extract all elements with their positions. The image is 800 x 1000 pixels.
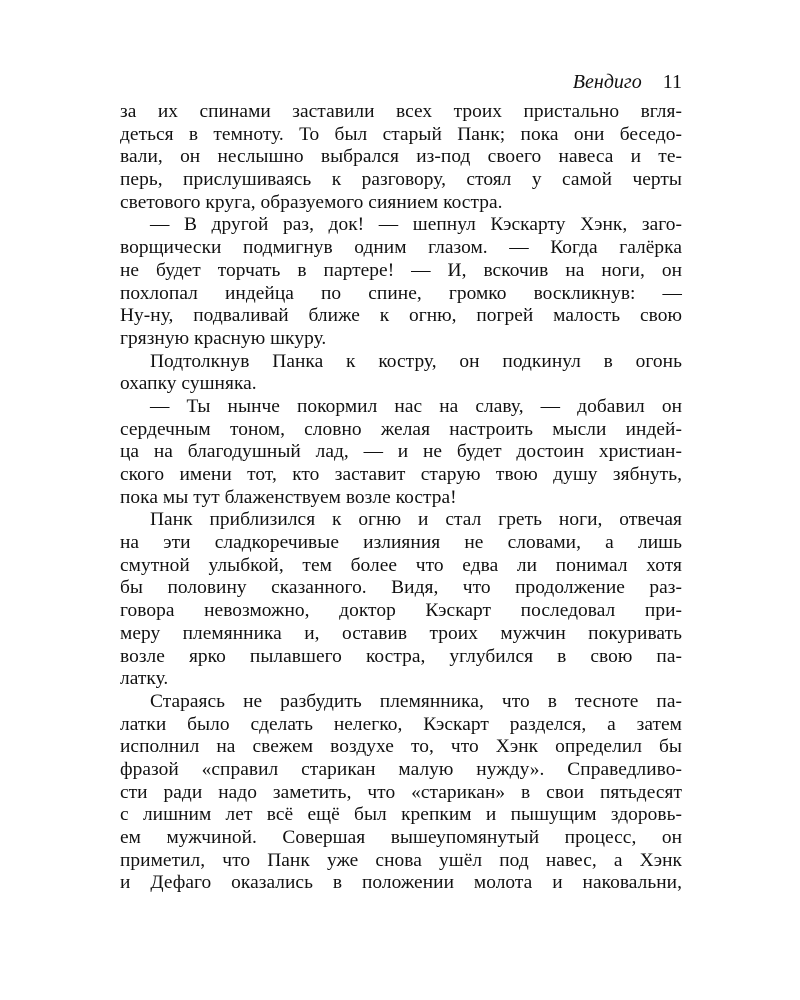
text-line: ца на благодушный лад, — и не будет достоин христиан- [120, 441, 682, 463]
text-line: Стараясь не разбудить племянника, что в тесноте па- [150, 690, 682, 712]
text-line: на эти сладкоречивые излияния не словами, а лишь [120, 532, 682, 554]
text-line: приметил, что Панк уже снова ушёл под навес, а Хэнк [120, 849, 682, 871]
page-number: 11 [662, 71, 682, 93]
text-line: сердечным тоном, словно желая настроить мысли индей- [120, 418, 682, 440]
text-line: возле ярко пылавшего костра, углубился в свою па- [120, 645, 682, 667]
text-line: смутной улыбкой, тем более что едва ли понимал хотя [120, 554, 682, 576]
text-line: латки было сделать нелегко, Кэскарт разделся, а затем [120, 713, 682, 735]
text-line: ского имени тот, кто заставит старую твою душу зябнуть, [120, 464, 682, 485]
text-line: Ну-ну, подваливай ближе к огню, погрей малость свою [120, 305, 682, 327]
text-line: не будет торчать в партере! — И, вскочив на ноги, он [120, 259, 682, 281]
text-line: ворщически подмигнув одним глазом. — Когда галёрка [120, 237, 682, 259]
text-line: ем мужчиной. Совершая вышеупомянутый процесс, он [120, 827, 682, 848]
text-line: грязную красную шкуру. [120, 327, 327, 349]
text-line: охапку сушняка. [120, 373, 257, 395]
running-header [573, 70, 682, 94]
text-line: вали, он неслышно выбрался из-под своего навеса и те- [120, 146, 682, 168]
text-line: фразой «справил старикан малую нужду». Справедливо- [120, 758, 682, 780]
text-line: бы половину сказанного. Видя, что продолжение раз- [120, 577, 682, 599]
text-line: и Дефаго оказались в положении молота и наковальни, [120, 872, 682, 894]
text-line: — В другой раз, док! — шепнул Кэскарту Хэнк, заго- [150, 214, 682, 236]
running-title: Вендиго [572, 71, 642, 93]
text-line: за их спинами заставили всех троих пристально вгля- [120, 101, 682, 122]
text-line: перь, прислушиваясь к разговору, стоял у самой черты [120, 169, 682, 191]
text-line: светового круга, образуемого сиянием костра. [120, 191, 503, 213]
text-line: пока мы тут блаженствуем возле костра! [120, 486, 457, 508]
text-line: похлопал индейца по спине, громко воскликнув: — [120, 282, 682, 304]
text-line: с лишним лет всё ещё был крепким и пышущим здоровь- [120, 804, 682, 826]
text-line: — Ты нынче покормил нас на славу, — добавил он [150, 395, 682, 417]
text-line: исполнил на свежем воздухе то, что Хэнк определил бы [120, 736, 682, 758]
text-line: латку. [120, 668, 169, 690]
text-line: Подтолкнув Панка к костру, он подкинул в огонь [150, 350, 682, 372]
text-line: говора невозможно, доктор Кэскарт последовал при- [120, 600, 682, 622]
text-line: сти ради надо заметить, что «старикан» в свои пятьдесят [120, 781, 682, 803]
body-text [120, 101, 682, 895]
text-line: Панк приблизился к огню и стал греть ноги, отвечая [150, 509, 682, 531]
text-line: меру племянника и, оставив троих мужчин покуривать [120, 622, 682, 644]
text-line: деться в темноту. То был старый Панк; пока они беседо- [120, 123, 682, 145]
